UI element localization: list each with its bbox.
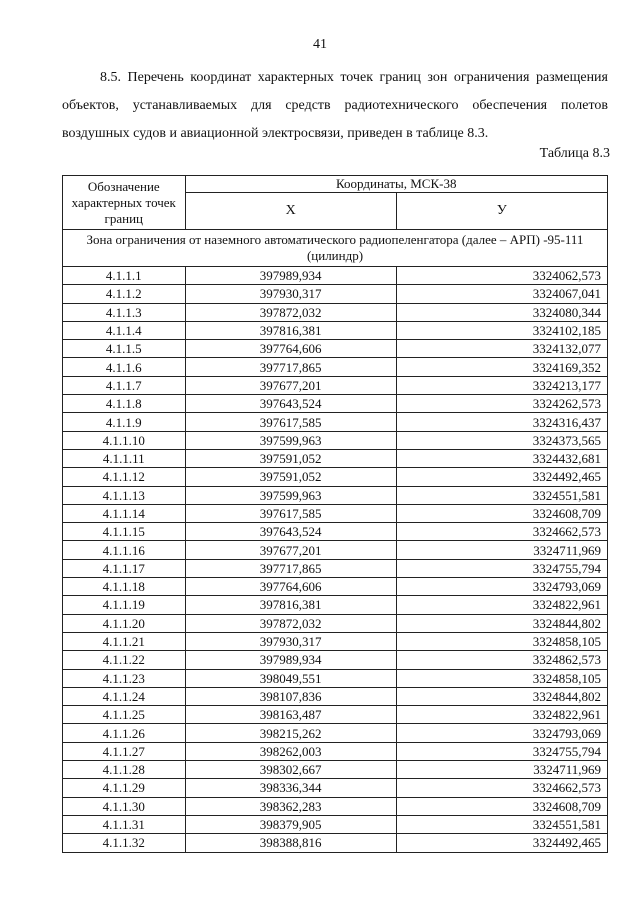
- y-coordinate-cell: 3324067,041: [396, 285, 607, 303]
- point-id-cell: 4.1.1.28: [63, 761, 186, 779]
- header-x: Х: [185, 193, 396, 230]
- table-row: [63, 724, 608, 742]
- x-coordinate-cell: 398362,283: [185, 797, 396, 815]
- point-id-cell: 4.1.1.29: [63, 779, 186, 797]
- table-row: [63, 632, 608, 650]
- x-coordinate-cell: 397617,585: [185, 504, 396, 522]
- table-row: [63, 413, 608, 431]
- y-coordinate-cell: 3324432,681: [396, 449, 607, 467]
- x-coordinate-cell: 397599,963: [185, 431, 396, 449]
- point-id-cell: 4.1.1.19: [63, 596, 186, 614]
- point-id-cell: 4.1.1.9: [63, 413, 186, 431]
- point-id-cell: 4.1.1.22: [63, 651, 186, 669]
- y-coordinate-cell: 3324080,344: [396, 303, 607, 321]
- x-coordinate-cell: 398388,816: [185, 834, 396, 852]
- table-row: [63, 431, 608, 449]
- header-coordinates: Координаты, МСК-38: [185, 176, 607, 193]
- point-id-cell: 4.1.1.18: [63, 578, 186, 596]
- point-id-cell: 4.1.1.6: [63, 358, 186, 376]
- table-row: [63, 468, 608, 486]
- point-id-cell: 4.1.1.15: [63, 523, 186, 541]
- table-row: [63, 761, 608, 779]
- header-y: У: [396, 193, 607, 230]
- x-coordinate-cell: 398336,344: [185, 779, 396, 797]
- table-row: [63, 358, 608, 376]
- table-row: [63, 486, 608, 504]
- x-coordinate-cell: 398262,003: [185, 742, 396, 760]
- y-coordinate-cell: 3324822,961: [396, 596, 607, 614]
- x-coordinate-cell: 397643,524: [185, 395, 396, 413]
- y-coordinate-cell: 3324793,069: [396, 578, 607, 596]
- point-id-cell: 4.1.1.17: [63, 559, 186, 577]
- x-coordinate-cell: 397816,381: [185, 321, 396, 339]
- table-row: [63, 779, 608, 797]
- y-coordinate-cell: 3324492,465: [396, 468, 607, 486]
- point-id-cell: 4.1.1.26: [63, 724, 186, 742]
- y-coordinate-cell: 3324844,802: [396, 687, 607, 705]
- table-row: [63, 797, 608, 815]
- point-id-cell: 4.1.1.14: [63, 504, 186, 522]
- table-row: [63, 267, 608, 285]
- y-coordinate-cell: 3324711,969: [396, 761, 607, 779]
- header-point-id: Обозначение характерных точек границ: [63, 176, 186, 230]
- point-id-cell: 4.1.1.16: [63, 541, 186, 559]
- y-coordinate-cell: 3324102,185: [396, 321, 607, 339]
- x-coordinate-cell: 397872,032: [185, 614, 396, 632]
- point-id-cell: 4.1.1.30: [63, 797, 186, 815]
- x-coordinate-cell: 397764,606: [185, 340, 396, 358]
- y-coordinate-cell: 3324169,352: [396, 358, 607, 376]
- intro-text: 8.5. Перечень координат характерных точек границ зон ограничения размещения объектов, устанавливаемых для средств радиотехнического обеспечения полетов воздушных судов и авиационной электросвязи, приведен в таблице 8.3.: [62, 70, 608, 141]
- y-coordinate-cell: 3324858,105: [396, 669, 607, 687]
- table-row: [63, 669, 608, 687]
- point-id-cell: 4.1.1.5: [63, 340, 186, 358]
- x-coordinate-cell: 397599,963: [185, 486, 396, 504]
- table-row: [63, 651, 608, 669]
- y-coordinate-cell: 3324373,565: [396, 431, 607, 449]
- y-coordinate-cell: 3324551,581: [396, 815, 607, 833]
- x-coordinate-cell: 398107,836: [185, 687, 396, 705]
- y-coordinate-cell: 3324262,573: [396, 395, 607, 413]
- y-coordinate-cell: 3324844,802: [396, 614, 607, 632]
- point-id-cell: 4.1.1.23: [63, 669, 186, 687]
- y-coordinate-cell: 3324492,465: [396, 834, 607, 852]
- x-coordinate-cell: 398302,667: [185, 761, 396, 779]
- table-row: [63, 687, 608, 705]
- x-coordinate-cell: 397930,317: [185, 632, 396, 650]
- point-id-cell: 4.1.1.12: [63, 468, 186, 486]
- table-row: [63, 285, 608, 303]
- table-row: [63, 541, 608, 559]
- table-row: [63, 340, 608, 358]
- zone-title: Зона ограничения от наземного автоматического радиопеленгатора (далее – АРП) -95-111 (цилиндр): [63, 230, 608, 267]
- y-coordinate-cell: 3324662,573: [396, 523, 607, 541]
- x-coordinate-cell: 397591,052: [185, 468, 396, 486]
- table-row: [63, 815, 608, 833]
- x-coordinate-cell: 397617,585: [185, 413, 396, 431]
- x-coordinate-cell: 397677,201: [185, 376, 396, 394]
- point-id-cell: 4.1.1.20: [63, 614, 186, 632]
- y-coordinate-cell: 3324608,709: [396, 797, 607, 815]
- point-id-cell: 4.1.1.13: [63, 486, 186, 504]
- table-row: [63, 559, 608, 577]
- x-coordinate-cell: 397989,934: [185, 651, 396, 669]
- point-id-cell: 4.1.1.27: [63, 742, 186, 760]
- x-coordinate-cell: 397643,524: [185, 523, 396, 541]
- x-coordinate-cell: 397591,052: [185, 449, 396, 467]
- table-row: [63, 504, 608, 522]
- x-coordinate-cell: 397717,865: [185, 358, 396, 376]
- coordinates-table: [62, 175, 608, 853]
- table-row: [63, 834, 608, 852]
- table-row: [63, 614, 608, 632]
- table-row: [63, 303, 608, 321]
- table-row: [63, 523, 608, 541]
- y-coordinate-cell: 3324755,794: [396, 742, 607, 760]
- y-coordinate-cell: 3324213,177: [396, 376, 607, 394]
- table-label: Таблица 8.3: [539, 146, 610, 161]
- y-coordinate-cell: 3324551,581: [396, 486, 607, 504]
- y-coordinate-cell: 3324316,437: [396, 413, 607, 431]
- x-coordinate-cell: 398049,551: [185, 669, 396, 687]
- x-coordinate-cell: 398215,262: [185, 724, 396, 742]
- point-id-cell: 4.1.1.8: [63, 395, 186, 413]
- y-coordinate-cell: 3324662,573: [396, 779, 607, 797]
- x-coordinate-cell: 397816,381: [185, 596, 396, 614]
- table-row: [63, 578, 608, 596]
- table-row: [63, 596, 608, 614]
- table-row: [63, 376, 608, 394]
- x-coordinate-cell: 397764,606: [185, 578, 396, 596]
- point-id-cell: 4.1.1.1: [63, 267, 186, 285]
- table-row: [63, 449, 608, 467]
- x-coordinate-cell: 397872,032: [185, 303, 396, 321]
- point-id-cell: 4.1.1.4: [63, 321, 186, 339]
- point-id-cell: 4.1.1.24: [63, 687, 186, 705]
- point-id-cell: 4.1.1.31: [63, 815, 186, 833]
- table-row: [63, 321, 608, 339]
- x-coordinate-cell: 397989,934: [185, 267, 396, 285]
- y-coordinate-cell: 3324793,069: [396, 724, 607, 742]
- y-coordinate-cell: 3324711,969: [396, 541, 607, 559]
- point-id-cell: 4.1.1.3: [63, 303, 186, 321]
- x-coordinate-cell: 398163,487: [185, 706, 396, 724]
- page-number: 41: [313, 37, 327, 52]
- y-coordinate-cell: 3324755,794: [396, 559, 607, 577]
- point-id-cell: 4.1.1.11: [63, 449, 186, 467]
- y-coordinate-cell: 3324132,077: [396, 340, 607, 358]
- point-id-cell: 4.1.1.2: [63, 285, 186, 303]
- table-row: [63, 742, 608, 760]
- point-id-cell: 4.1.1.25: [63, 706, 186, 724]
- point-id-cell: 4.1.1.7: [63, 376, 186, 394]
- x-coordinate-cell: 398379,905: [185, 815, 396, 833]
- x-coordinate-cell: 397930,317: [185, 285, 396, 303]
- point-id-cell: 4.1.1.21: [63, 632, 186, 650]
- y-coordinate-cell: 3324062,573: [396, 267, 607, 285]
- x-coordinate-cell: 397677,201: [185, 541, 396, 559]
- y-coordinate-cell: 3324858,105: [396, 632, 607, 650]
- y-coordinate-cell: 3324822,961: [396, 706, 607, 724]
- y-coordinate-cell: 3324862,573: [396, 651, 607, 669]
- intro-paragraph: [62, 64, 608, 148]
- point-id-cell: 4.1.1.10: [63, 431, 186, 449]
- y-coordinate-cell: 3324608,709: [396, 504, 607, 522]
- x-coordinate-cell: 397717,865: [185, 559, 396, 577]
- point-id-cell: 4.1.1.32: [63, 834, 186, 852]
- table-row: [63, 395, 608, 413]
- table-row: [63, 706, 608, 724]
